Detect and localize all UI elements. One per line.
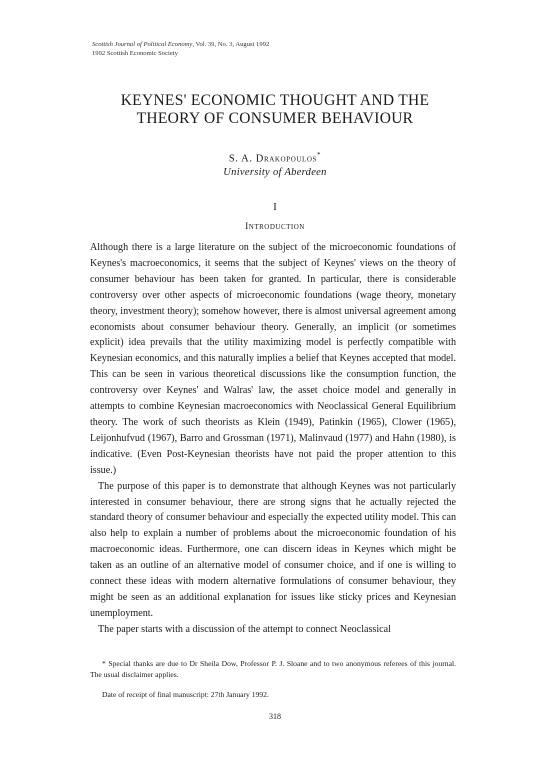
- article-body: [90, 240, 456, 638]
- body-paragraph-3: The paper starts with a discussion of the attempt to connect Neoclassical: [98, 623, 391, 635]
- article-title-line-2: THEORY OF CONSUMER BEHAVIOUR: [136, 110, 414, 127]
- footnote: * Special thanks are due to Dr Sheila Dow, Professor P. J. Sloane and to two anonymous referees of this journal. The usual disclaimer applies.: [90, 659, 456, 679]
- journal-name: Scottish Journal of Political Economy: [92, 41, 193, 48]
- section-number: I: [273, 202, 277, 213]
- author-footnote-mark: *: [317, 151, 322, 159]
- author-line: [0, 151, 550, 165]
- article-title: [0, 92, 550, 128]
- journal-volume: , Vol. 39, No. 3, August 1992: [192, 41, 270, 48]
- journal-citation: [92, 40, 269, 49]
- body-paragraph-2: The purpose of this paper is to demonstrate that although Keynes was not particularly interested in consumer behaviour, there are strong signs that he actually rejected the standard theory of consumer behaviour and especially the expected utility model. This can also help to explain a number of problems about the microeconomic foundation of his macroeconomic ideas. Furthermore, one can discern ideas in Keynes which might be taken as an outline of an alternative model of consumer choice, and if one is willing to connect these ideas with modern alternative formulations of consumer behaviour, they might be seen as an additional explanation for issues like sticky prices and Keynesian unemployment.: [90, 480, 456, 619]
- journal-header: [92, 40, 269, 58]
- article-title-line-1: KEYNES' ECONOMIC THOUGHT AND THE: [120, 92, 430, 109]
- section-title: Introduction: [245, 222, 305, 232]
- journal-copyright: 1992 Scottish Economic Society: [92, 50, 178, 57]
- body-paragraph-1: Although there is a large literature on the subject of the microeconomic foundations of Keynes's macroeconomics, it seems that the subject of Keynes' views on the theory of consumer behaviour has been taken for granted. In particular, there is considerable controversy over other aspects of microeconomic foundations (wage theory, monetary theory, investment theory); somehow however, there is almost universal agreement among economists about consumer behaviour theory. Generally, an implicit (or sometimes explicit) idea prevails that the utility maximizing model is perfectly compatible with Keynesian economics, and this naturally implies a belief that Keynes accepted that model. This can be seen in various theoretical discussions like the consumption function, the controversy over Keynes' and Walras' law, the asset choice model and generally in attempts to combine Keynesian macroeconomics with Neoclassical General Equilibrium theory. The work of such theorists as Klein (1949), Patinkin (1965), Clower (1965), Leijonhufvud (1967), Barro and Grossman (1971), Malinvaud (1977) and Hahn (1980), is indicative. (Even Post-Keynesian theorists have not paid the proper attention to this issue.): [90, 242, 456, 476]
- author-surname: Drakopoulos: [255, 153, 318, 165]
- page-number: 318: [269, 712, 281, 721]
- author-initials: S. A.: [228, 153, 256, 165]
- author-affiliation: University of Aberdeen: [223, 167, 327, 178]
- receipt-date: Date of receipt of final manuscript: 27th January 1992.: [102, 690, 269, 699]
